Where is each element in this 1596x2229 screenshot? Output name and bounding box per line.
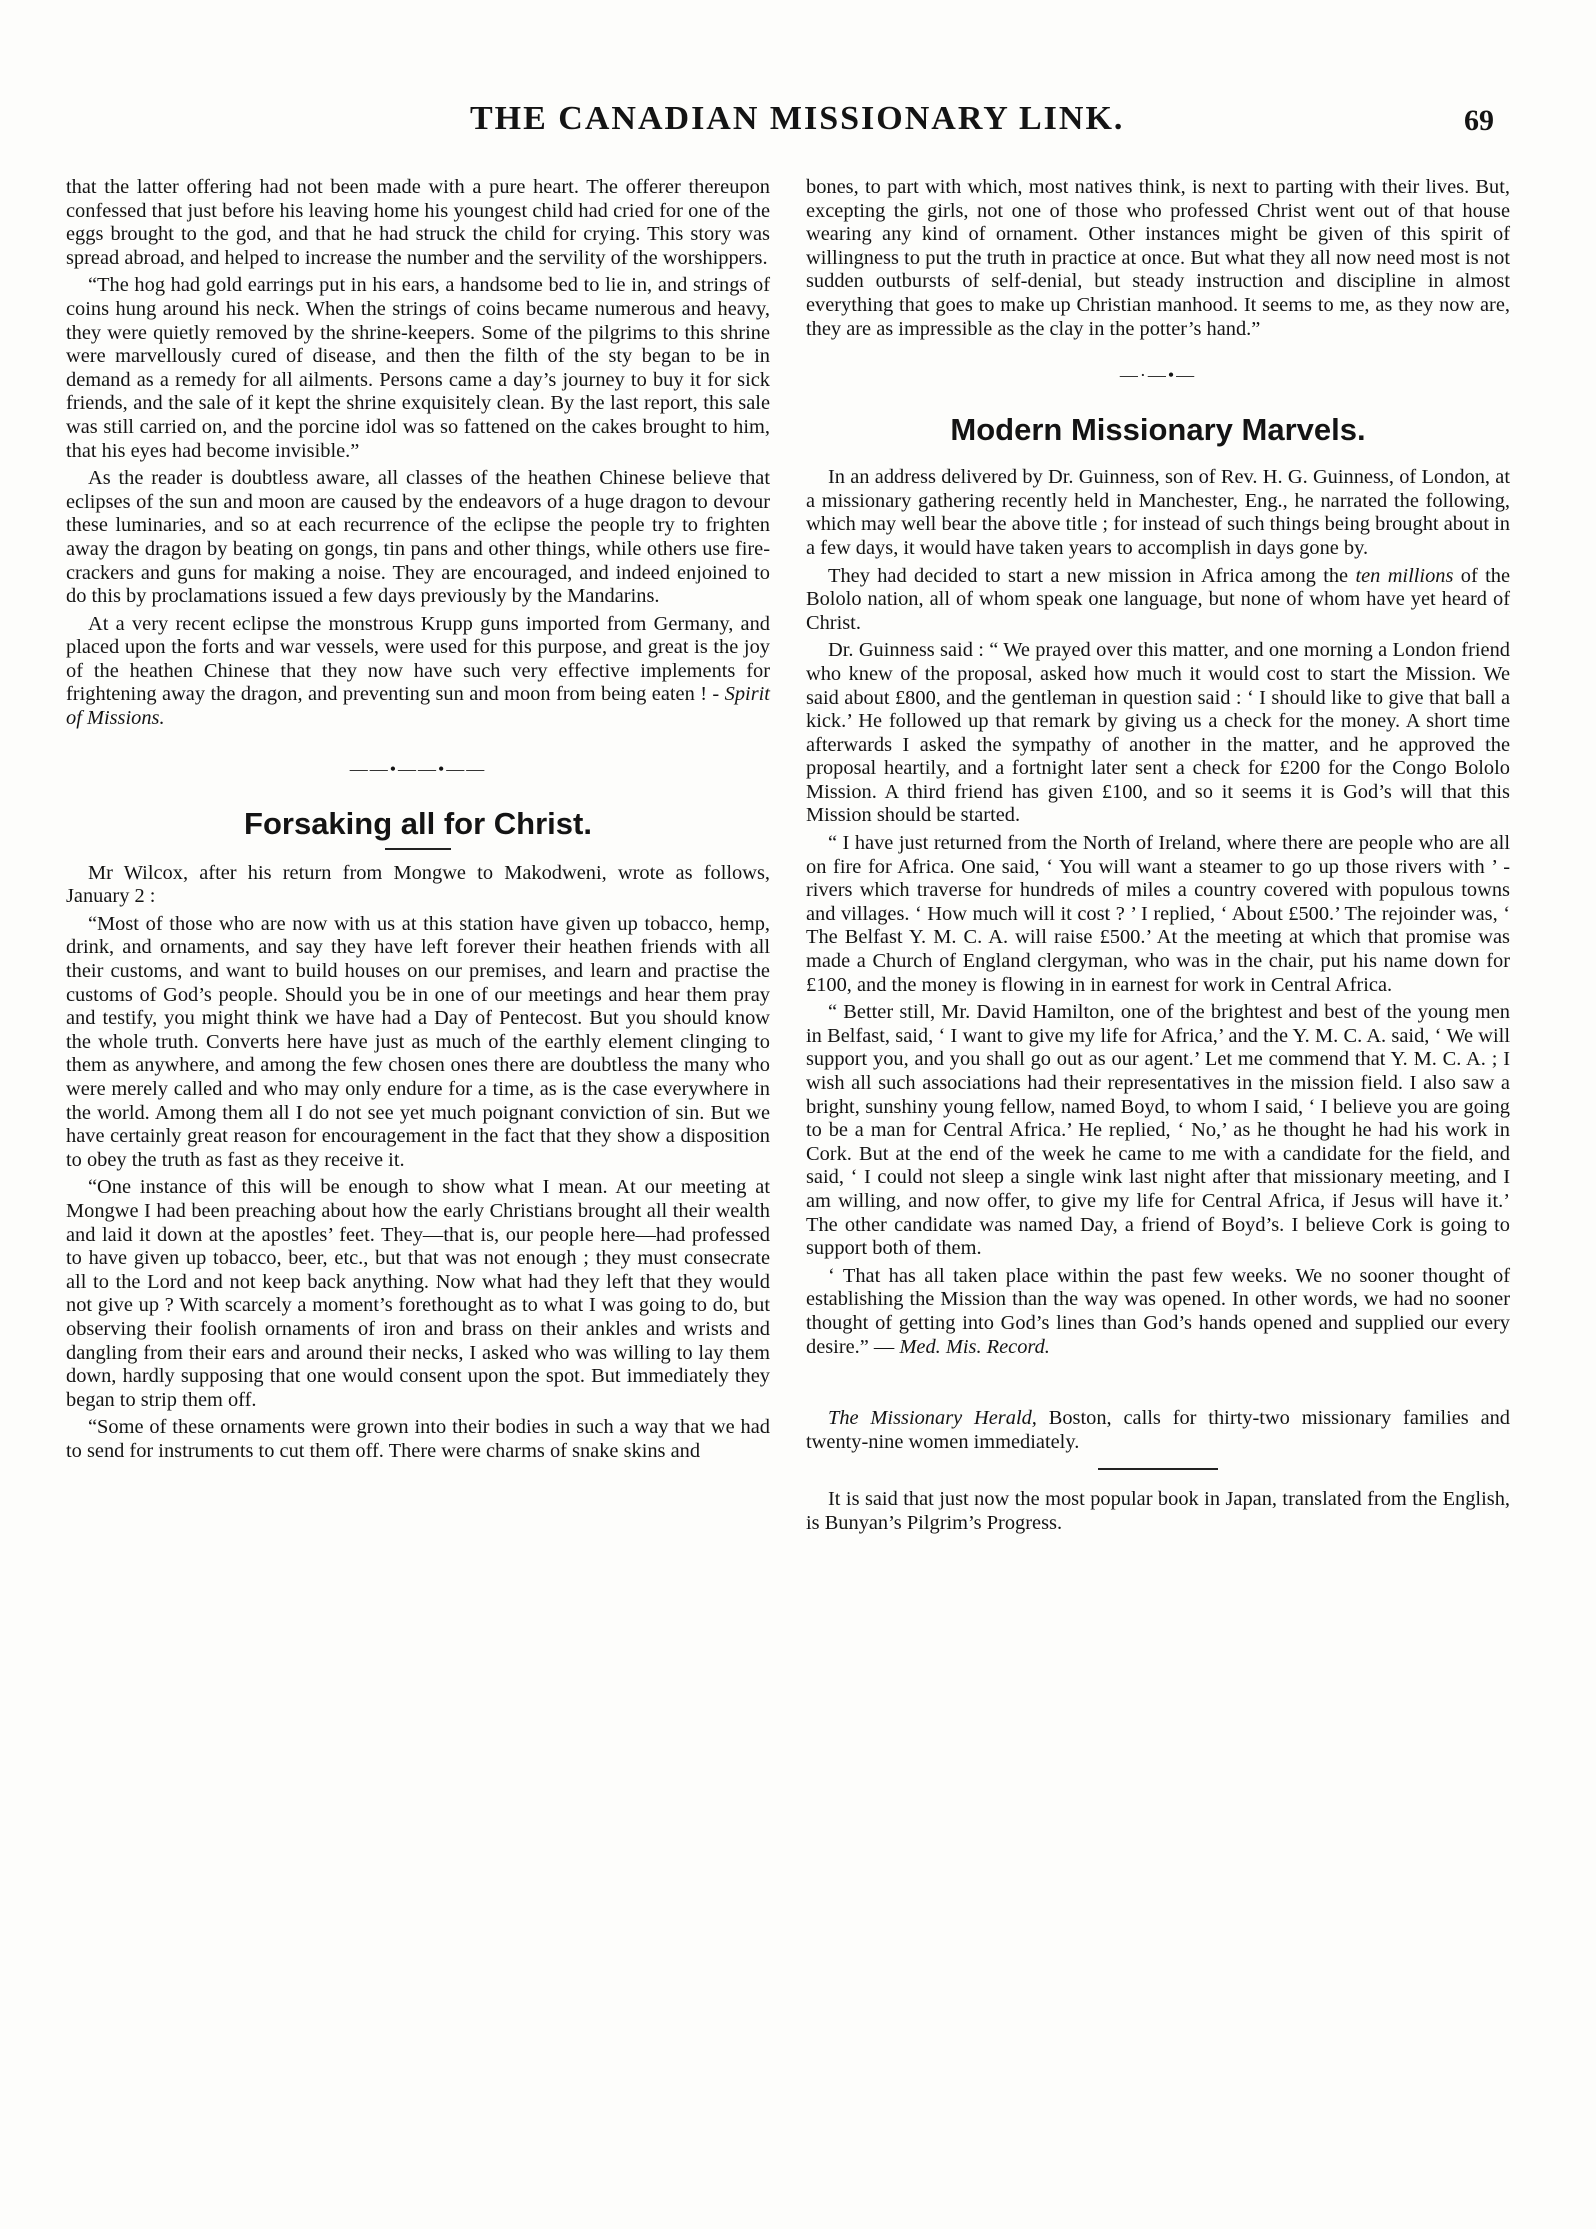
paragraph: that the latter offering had not been made with a pure heart. The offerer thereupon confessed that just before his leaving home his youngest child had cried for one of the eggs brought to the god, and that he had struck the child for crying. This story was spread abroad, and helped to increase the number and the servility of the worshippers.	[66, 176, 770, 269]
paragraph	[806, 1265, 1510, 1359]
left-column	[66, 176, 770, 1468]
paragraph: “One instance of this will be enough to show what I mean. At our meeting at Mongwe I had been preaching about how the early Christians brought all their wealth and laid it down at the apostles’ feet. They—that is, our people here—had professed to have given up tobacco, beer, etc., but that was not enough ; they must consecrate all to the Lord and not keep back anything. Now what had they left that they would not give up ? With scarcely a moment’s forethought as to what I was going to do, but observing their foolish ornaments of iron and brass on their ankles and wrists and dangling from their ears and around their necks, I asked who was willing to lay them down, hardly supposing that one would consent upon the spot. But immediately they began to strip them off.	[66, 1176, 770, 1411]
source-citation: Spirit of Missions.	[66, 683, 770, 730]
article-heading: Modern Missionary Marvels.	[950, 412, 1366, 448]
paragraph-text: ‘ That has all taken place within the past few weeks. We no sooner thought of establishing the Mission than the way was opened. In other words, we had no sooner thought of getting into God’s lines than God’s hands opened and supplied our every desire.” —	[806, 1264, 1510, 1358]
paragraph: At a very recent eclipse the monstrous Krupp guns imported from Germany, and placed upon the forts and war vessels, were used for this purpose, and great is the joy of the heathen Chinese that they now have such very effective implements for frightening away the dragon, and preventing sun and moon from being eaten ! - Spirit of Missions.	[66, 612, 770, 730]
paragraph-text: At a very recent eclipse the monstrous Krupp guns imported from Germany, and placed upon the forts and war vessels, were used for this purpose, and great is the joy of the heathen Chinese that they now have such very effective implements for frightening away the dragon, and preventing sun and moon from being eaten !	[66, 612, 770, 706]
paragraph: Mr Wilcox, after his return from Mongwe to Makodweni, wrote as follows, January 2 :	[66, 861, 770, 908]
paragraph	[806, 565, 1510, 636]
emphasis: ten millions	[1355, 564, 1454, 587]
paragraph: “Most of those who are now with us at this station have given up tobacco, hemp, drink, and ornaments, and say they have left forever their heathen friends with all their customs, and want to build houses on our premises, and learn and practise the customs of God’s people. Should you be in one of our meetings and hear them pray and testify, you might think we have had a Day of Pentecost. But you should know the whole truth. Converts here have just as much of the earthly element clinging to them as anywhere, and among the few chosen ones there are doubtless the many who were merely called and who may only endure for a time, as is the case everywhere in the world. Among them all I do not see yet much poignant conviction of sin. But we have certainly great reason for encouragement in the fact that they show a disposition to obey the truth as fast as they receive it.	[66, 912, 770, 1171]
paragraph	[806, 1407, 1510, 1454]
paragraph-text: They had decided to start a new mission in Africa among the	[828, 564, 1356, 587]
paragraph: “ I have just returned from the North of Ireland, where there are people who are all on fire for Africa. One said, ‘ You will want a steamer to go up those rivers with ’ - rivers which traverse for hundreds of miles a country covered with populous towns and villages. ‘ How much will it cost ? ’ I replied, ‘ About £500.’ The rejoinder was, ‘ The Belfast Y. M. C. A. will raise £500.’ At the meeting at which that promise was made a Church of England clergyman, who was in the chair, put his name down for £100, and the money is flowing in in earnest for work in Central Africa.	[806, 832, 1510, 996]
page-number: 69	[1464, 104, 1494, 137]
section-ornament: —·—•—	[1119, 365, 1197, 386]
paragraph: “Some of these ornaments were grown into their bodies in such a way that we had to send for instruments to cut them off. There were charms of snake skins and	[66, 1416, 770, 1462]
paragraph: Dr. Guinness said : “ We prayed over this matter, and one morning a London friend who knew of the proposal, asked how much it would cost to start the Mission. We said about £800, and the gentleman in question said : ‘ I should like to give that ball a kick.’ He followed up that remark by giving us a check for the money. A short time afterwards I asked the sympathy of another in the matter, and he approved the proposal heartily, and a fortnight later sent a check for £200 for the Congo Bololo Mission. A third friend has given £100, and so it seems it is God’s will that this Mission should be started.	[806, 639, 1510, 827]
section-ornament: ——•——•——	[349, 758, 487, 779]
right-column	[806, 176, 1510, 1540]
paragraph: As the reader is doubtless aware, all classes of the heathen Chinese believe that eclipses of the sun and moon are caused by the endeavors of a huge dragon to devour these luminaries, and so at each recurrence of the eclipse the people try to frighten away the dragon by beating on gongs, tin pans and other things, while others use fire-crackers and guns for making a noise. They are encouraged, and indeed enjoined to do this by proclamations issued a few days previously by the Mandarins.	[66, 467, 770, 608]
journal-title: THE CANADIAN MISSIONARY LINK.	[470, 100, 1125, 137]
paragraph: It is said that just now the most popular book in Japan, translated from the English, is Bunyan’s Pilgrim’s Progress.	[806, 1488, 1510, 1534]
running-head	[0, 100, 1596, 144]
paragraph: In an address delivered by Dr. Guinness, son of Rev. H. G. Guinness, of London, at a missionary gathering recently held in Manchester, Eng., he narrated the following, which may well bear the above title ; for instead of such things being brought about in a few days, it would have taken years to accomplish in days gone by.	[806, 466, 1510, 559]
paragraph: bones, to part with which, most natives think, is next to parting with their lives. But, excepting the girls, not one of those who professed Christ went out of that house wearing any kind of ornament. Other instances might be given of this spirit of willingness to put the truth in practice at once. But what they all now need most is not sudden outbursts of self-denial, but steady instruction and discipline in almost everything that goes to make up Christian manhood. It seems to me, as they now are, they are as impressible as the clay in the potter’s hand.”	[806, 176, 1510, 340]
emphasis: The Missionary Herald,	[828, 1407, 1037, 1430]
paragraph: “The hog had gold earrings put in his ears, a handsome bed to lie in, and strings of coins hung around his neck. When the strings of coins became numerous and heavy, they were quietly removed by the shrine-keepers. Some of the pilgrims to this shrine were marvellously cured of disease, and then the filth of the sty began to be in demand as a remedy for all ailments. Persons came a day’s journey to buy it for sick friends, and the sale of it kept the shrine exquisitely clean. By the last report, this sale was still carried on, and the porcine idol was so fattened on the cakes brought to him, that his eyes had become invisible.”	[66, 274, 770, 462]
paragraph-text: of the Bololo nation, all of whom speak one language, but none of whom have yet heard of Christ.	[806, 564, 1510, 634]
divider-rule	[1098, 1468, 1218, 1470]
heading-rule	[385, 848, 451, 850]
source-citation: Med. Mis. Record.	[899, 1335, 1050, 1358]
paragraph: “ Better still, Mr. David Hamilton, one of the brightest and best of the young men in Belfast, said, ‘ I want to give my life for Africa,’ and the Y. M. C. A. said, ‘ We will support you, and you shall go out as our agent.’ Let me commend that Y. M. C. A. ; I wish all such associations had their representatives in the mission field. I also saw a bright, sunshiny young fellow, named Boyd, to whom I said, ‘ I believe you are going to be a man for Central Africa.’ He replied, ‘ No,’ as he thought he had his work in Cork. But at the end of the week he came to me with a candidate for the field, and said, ‘ I could not sleep a single wink last night after that missionary meeting, and I am willing, and now offer, to give my life for Central Africa, if Jesus will have it.’ The other candidate was named Day, a friend of Boyd’s. I believe Cork is going to support both of them.	[806, 1001, 1510, 1260]
paragraph-text: Boston, calls for thirty-two missionary families and twenty-nine women immediately.	[806, 1407, 1511, 1453]
article-heading: Forsaking all for Christ.	[244, 805, 592, 841]
